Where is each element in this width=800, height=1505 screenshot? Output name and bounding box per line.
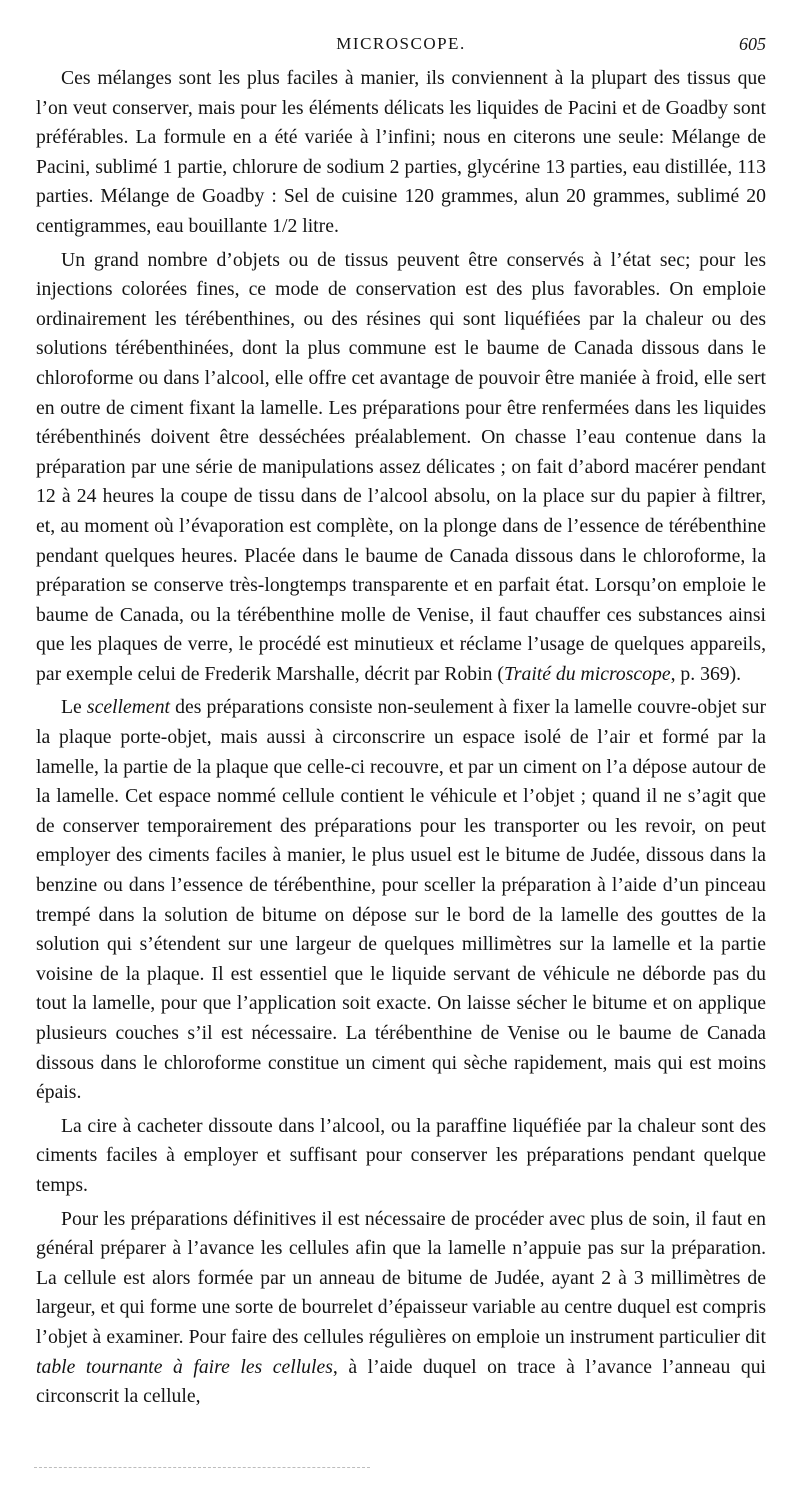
footer-rule <box>34 1467 370 1468</box>
paragraph-text: des préparations consiste non-seulement à fixer la lamelle couvre-objet sur la plaque porte-objet, mais aussi à circonscrire un espace isolé de l’air et formé par la lamelle, la partie de la plaque que celle-ci recouvre, et par un ciment on l’a dépose autour de la lamelle. Cet espace nommé cellule contient le véhicule et l’objet ; quand il ne s’agit que de conserver temporairement des préparations pour les transporter ou les revoir, on peut employer des ciments faciles à manier, le plus usuel est le bitume de Judée, dissous dans la benzine ou dans l’essence de térébenthine, pour sceller la préparation à l’aide d’un pinceau trempé dans la solution de bitume on dépose sur le bord de la lamelle des gouttes de la solution qui s’étendent sur une largeur de quelques millimètres sur la lamelle et la partie voisine de la plaque. Il est essentiel que le liquide servant de véhicule ne déborde pas du tout la lamelle, pour que l’application soit exacte. On laisse sécher le bitume et on applique plusieurs couches s’il est nécessaire. La térébenthine de Venise ou le baume de Canada dissous dans le chloroforme constitue un ciment qui sèche rapidement, mais qui est moins épais. <box>36 696 766 1104</box>
paragraph-dry-conservation <box>36 246 766 690</box>
page-header <box>36 34 766 58</box>
paragraph-text: , à l’aide duquel on trace à l’avance l’anneau qui circonscrit la cellule, <box>36 1355 767 1408</box>
paragraph-sealing <box>36 693 766 1107</box>
running-title: MICROSCOPE. <box>336 34 466 53</box>
paragraph-text: Pour les préparations définitives il est nécessaire de procéder avec plus de soin, il faut en général préparer à l’avance les cellules afin que la lamelle n’appuie pas sur la préparation. La cellule est alors formée par un anneau de bitume de Judée, ayant 2 à 3 millimètres de largeur, et qui forme une sorte de bourrelet d’épaisseur variable au centre duquel est compris l’objet à examiner. Pour faire des cellules régulières on emploie un instrument particulier dit <box>36 1207 766 1348</box>
paragraph-mixtures: Ces mélanges sont les plus faciles à manier, ils conviennent à la plupart des tissus que l’on veut conserver, mais pour les éléments délicats les liquides de Pacini et de Goadby sont préférables. La formule en a été variée à l’infini; nous en citerons une seule: Mélange de Pacini, sublimé 1 partie, chlorure de sodium 2 parties, glycérine 13 parties, eau distillée, 113 parties. Mélange de Goadby : Sel de cuisine 120 grammes, alun 20 grammes, sublimé 20 centigrammes, eau bouillante 1/2 litre. <box>36 67 766 237</box>
italic-term: table tournante à faire les cellules <box>36 1355 333 1378</box>
paragraph-definitive-preparations <box>36 1205 766 1412</box>
italic-term: scellement <box>86 696 171 719</box>
page-number: 605 <box>739 34 766 54</box>
body-text <box>36 64 766 1416</box>
paragraph-text: Un grand nombre d’objets ou de tissus peuvent être conservés à l’état sec; pour les injections colorées fines, ce mode de conservation est des plus favorables. On emploie ordinairement les térébenthines, ou des résines qui sont liquéfiées par la chaleur ou des solutions térébenthinées, dont la plus commune est le baume de Canada dissous dans le chloroforme ou dans l’alcool, elle offre cet avantage de pouvoir être maniée à froid, elle sert en outre de ciment fixant la lamelle. Les préparations pour être renfermées dans les liquides térébenthinés doivent être desséchées préalablement. On chasse l’eau contenue dans la préparation par une série de manipulations assez délicates ; on fait d’abord macérer pendant 12 à 24 heures la coupe de tissu dans de l’alcool absolu, on la place sur du papier à filtrer, et, au moment où l’évaporation est complète, on la plonge dans de l’essence de térébenthine pendant quelques heures. Placée dans le baume de Canada dissous dans le chloroforme, la préparation se conserve très-longtemps transparente et en parfait état. Lorsqu’on emploie le baume de Canada, ou la térébenthine molle de Venise, il faut chauffer ces substances ainsi que les plaques de verre, le procédé est minutieux et réclame l’usage de quelques appareils, par exemple celui de Frederik Marshalle, décrit par Robin ( <box>36 248 766 685</box>
paragraph-text: Le <box>61 696 87 719</box>
paragraph-wax-cements: La cire à cacheter dissoute dans l’alcool, ou la paraffine liquéfiée par la chaleur sont des ciments faciles à employer et suffisant pour conserver les préparations pendant quelque temps. <box>36 1114 766 1196</box>
citation-title: Traité du microscope <box>503 662 671 685</box>
paragraph-text: , p. 369). <box>670 662 742 685</box>
